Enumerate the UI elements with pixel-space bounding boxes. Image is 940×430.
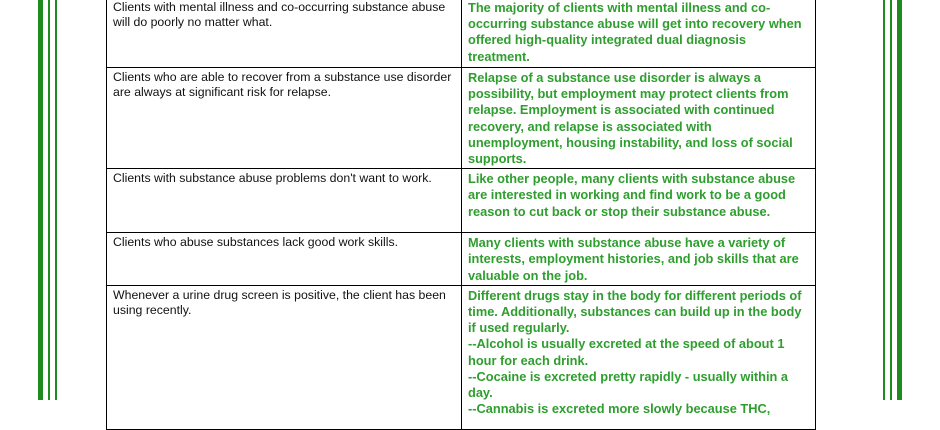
right-border-thick-line: [897, 0, 902, 400]
table-row: [107, 169, 816, 233]
right-border-line: [890, 0, 892, 400]
fact-cell: [462, 285, 816, 429]
myth-cell: Clients with mental illness and co-occurring substance abuse will do poorly no matter what.: [107, 0, 462, 68]
fact-paragraph: --Alcohol is usually excreted at the speed of about 1 hour for each drink.: [468, 336, 785, 368]
table-row: [107, 285, 816, 429]
right-border-inner-line: [883, 0, 885, 400]
fact-paragraph: --Cannabis is excreted more slowly because THC,: [468, 401, 771, 417]
myths-facts-table: [106, 0, 816, 430]
myth-cell: Clients who are able to recover from a substance use disorder are always at significant risk for relapse.: [107, 68, 462, 169]
myth-cell: Whenever a urine drug screen is positive, the client has been using recently.: [107, 285, 462, 429]
left-border-line: [48, 0, 50, 400]
left-border-inner-line: [55, 0, 57, 400]
table-row: [107, 68, 816, 169]
fact-cell: Like other people, many clients with substance abuse are interested in working and find work to be a good reason to cut back or stop their substance abuse.: [462, 169, 816, 233]
table-row: [107, 233, 816, 286]
fact-cell: Relapse of a substance use disorder is always a possibility, but employment may protect clients from relapse. Employment is associated with continued recovery, and relapse is associated with unemployment, housing instability, and loss of social supports.: [462, 68, 816, 169]
fact-paragraph: --Cocaine is excreted pretty rapidly - usually within a day.: [468, 368, 789, 401]
left-border-thick-line: [38, 0, 43, 400]
table-row: [107, 0, 816, 68]
myth-cell: Clients with substance abuse problems don't want to work.: [107, 169, 462, 233]
fact-cell: The majority of clients with mental illness and co-occurring substance abuse will get into recovery when offered high-quality integrated dual diagnosis treatment.: [462, 0, 816, 68]
fact-paragraph: Different drugs stay in the body for different periods of time. Additionally, substances can build up in the body if used regularly.: [468, 287, 802, 336]
myth-cell: Clients who abuse substances lack good work skills.: [107, 233, 462, 286]
fact-cell: Many clients with substance abuse have a variety of interests, employment histories, and job skills that are valuable on the job.: [462, 233, 816, 286]
